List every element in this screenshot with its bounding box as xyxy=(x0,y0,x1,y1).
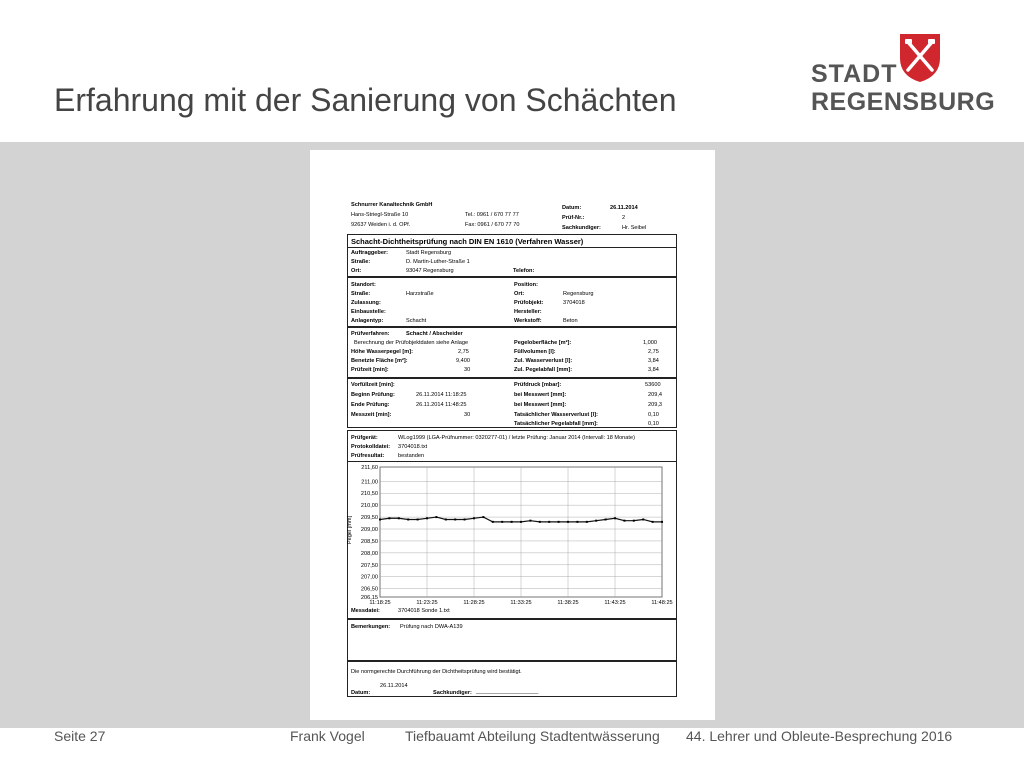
logo-text-regensburg: REGENSBURG xyxy=(811,88,996,116)
chart-y-tick-label: 211,60 xyxy=(361,465,378,471)
chart-x-tick-label: 11:33:25 xyxy=(510,600,532,606)
chart-data-point xyxy=(529,520,531,522)
pruefnr-label: Prüf-Nr.: xyxy=(562,215,585,221)
test-report-document xyxy=(310,150,715,720)
bemerkungen-value: Prüfung nach DWA-A139 xyxy=(400,624,463,630)
chart-data-point xyxy=(520,521,522,523)
datum-value: 26.11.2014 xyxy=(610,205,638,211)
chart-data-point xyxy=(558,521,560,523)
chart-data-point xyxy=(548,521,550,523)
telefon-label: Telefon: xyxy=(513,268,535,274)
chart-x-tick-label: 11:18:25 xyxy=(369,600,391,606)
tatspegel-value: 0,10 xyxy=(648,421,659,427)
chart-data-point xyxy=(482,516,484,518)
slide-header xyxy=(0,0,1024,142)
chart-y-tick-label: 208,50 xyxy=(360,538,378,545)
chart-x-tick-label: 11:23:25 xyxy=(416,600,438,606)
werkstoff-value: Beton xyxy=(563,318,578,324)
pruefzeit-label: Prüfzeit [min]: xyxy=(351,367,389,373)
report-heading: Schacht-Dichtheitsprüfung nach DIN EN 1610 (Verfahren Wasser) xyxy=(351,237,584,246)
messdatei-label: Messdatei: xyxy=(351,608,380,614)
chart-data-point xyxy=(661,521,663,523)
pruefverfahren-label: Prüfverfahren: xyxy=(351,331,390,337)
beimess1-value: 209,4 xyxy=(648,392,662,398)
sachkundiger-value: Hr. Seibel xyxy=(622,225,647,231)
chart-data-point xyxy=(435,516,437,518)
ende-label: Ende Prüfung: xyxy=(351,402,390,408)
standort-ort-value: Regensburg xyxy=(563,291,594,297)
auftrag-strasse-value: D. Martin-Luther-Straße 1 xyxy=(406,259,470,265)
chart-x-tick-label: 11:48:25 xyxy=(651,600,673,606)
chart-data-point xyxy=(511,521,513,523)
chart-y-tick-label: 206,15 xyxy=(360,595,378,601)
pegeloberflaeche-value: 1,000 xyxy=(643,340,657,346)
position-label: Position: xyxy=(514,282,538,288)
chart-data-point xyxy=(605,518,607,520)
auftraggeber-value: Stadt Regensburg xyxy=(406,250,452,256)
chart-data-point xyxy=(614,517,616,519)
chart-data-point xyxy=(501,521,503,523)
chart-data-point xyxy=(642,518,644,520)
remarks-section xyxy=(347,619,677,661)
chart-data-point xyxy=(586,521,588,523)
chart-data-point xyxy=(464,518,466,520)
company-city: 92637 Weiden i. d. OPf. xyxy=(351,222,411,228)
chart-x-tick-label: 11:28:25 xyxy=(463,600,485,606)
auftrag-ort-label: Ort: xyxy=(351,268,362,274)
ergebnis-value: bestanden xyxy=(398,453,425,459)
zulverlust-label: Zul. Wasserverlust [l]: xyxy=(514,358,573,364)
chart-x-tick-label: 11:43:25 xyxy=(604,600,626,606)
signature-section xyxy=(347,661,677,697)
chart-y-axis-label: Pegel [mm] xyxy=(347,515,353,545)
einbaustelle-label: Einbaustelle: xyxy=(351,309,386,315)
bemerkungen-label: Bemerkungen: xyxy=(351,624,391,630)
anlagentyp-label: Anlagentyp: xyxy=(351,318,384,324)
pruefgeraet-label: Prüfgerät: xyxy=(351,435,378,441)
sign-date-value: 26.11.2014 xyxy=(380,683,408,689)
pruefobjekt-label: Prüfobjekt: xyxy=(514,300,544,306)
chart-y-tick-label: 207,50 xyxy=(360,562,378,569)
hoehe-label: Höhe Wasserpegel [m]: xyxy=(351,349,413,355)
beimess2-label: bei Messwert [mm]: xyxy=(514,402,567,408)
slide-footer xyxy=(0,728,1024,768)
pruefobjekt-value: 3704018 xyxy=(563,300,585,306)
pruefgeraet-value: WLog1999 (LGA-Prüfnummer: 0320277-01) / letzte Prüfung: Januar 2014 (Intervall: 18 Monate) xyxy=(398,435,635,441)
slide-title: Erfahrung mit der Sanierung von Schächten xyxy=(54,82,677,118)
chart-data-point xyxy=(426,517,428,519)
pruefzeit-value: 30 xyxy=(464,367,471,373)
tatsverlust-value: 0,10 xyxy=(648,412,659,418)
footer-event: 44. Lehrer und Obleute-Besprechung 2016 xyxy=(686,728,953,744)
hersteller-label: Hersteller: xyxy=(514,309,542,315)
werkstoff-label: Werkstoff: xyxy=(514,318,542,324)
fuellvolumen-value: 2,75 xyxy=(648,349,659,355)
footer-department: Tiefbauamt Abteilung Stadtentwässerung xyxy=(405,728,660,744)
tatsverlust-label: Tatsächlicher Wasserverlust [l]: xyxy=(514,412,598,418)
zulassung-label: Zulassung: xyxy=(351,300,381,306)
company-tel: Tel.: 0961 / 670 77 77 xyxy=(465,212,519,218)
standort-label: Standort: xyxy=(351,282,376,288)
hoehe-value: 2,75 xyxy=(458,349,469,355)
messzeit-label: Messzeit [min]: xyxy=(351,412,392,418)
datum-label: Datum: xyxy=(562,205,582,211)
protokoll-value: 3704018.txt xyxy=(398,444,428,450)
company-fax: Fax: 0961 / 670 77 70 xyxy=(465,222,520,228)
sachkundiger-label: Sachkundiger: xyxy=(562,225,601,231)
benetzte-value: 9,400 xyxy=(456,358,470,364)
chart-data-point xyxy=(454,518,456,520)
benetzte-label: Benetzte Fläche [m²]: xyxy=(351,358,408,364)
chart-y-tick-label: 210,50 xyxy=(360,491,378,498)
chart-y-tick-label: 211,00 xyxy=(361,479,378,486)
chart-y-tick-label: 208,00 xyxy=(360,550,378,557)
stadt-regensburg-logo xyxy=(808,30,996,120)
sign-sachkundiger-label: Sachkundiger: xyxy=(433,690,472,696)
chart-data-point xyxy=(623,520,625,522)
chart-data-point xyxy=(417,518,419,520)
footer-author: Frank Vogel xyxy=(290,728,365,744)
confirm-text: Die normgerechte Durchführung der Dichtheitsprüfung wird bestätigt. xyxy=(351,669,522,675)
pegeloberflaeche-label: Pegeloberfläche [m²]: xyxy=(514,340,572,346)
pruefdruck-value: 53600 xyxy=(645,382,661,388)
fuellvolumen-label: Füllvolumen [l]: xyxy=(514,349,556,355)
logo-text-stadt: STADT xyxy=(811,60,898,88)
auftrag-ort-value: 93047 Regensburg xyxy=(406,268,454,274)
zulpegel-value: 3,84 xyxy=(648,367,659,373)
chart-data-point xyxy=(633,520,635,522)
chart-y-tick-label: 207,00 xyxy=(360,574,378,581)
standort-strasse-value: Harzstraße xyxy=(406,291,434,297)
chart-y-tick-label: 209,50 xyxy=(360,515,378,522)
chart-data-point xyxy=(567,521,569,523)
standort-ort-label: Ort: xyxy=(514,291,525,297)
berechnung-note: Berechnung der Prüfobjektdaten siehe Anlage xyxy=(354,340,469,346)
pruefverfahren-value: Schacht / Abscheider xyxy=(406,331,463,337)
sign-line: ____________________ xyxy=(476,689,539,695)
chart-y-tick-label: 210,00 xyxy=(360,503,378,510)
footer-page-number: Seite 27 xyxy=(54,728,106,744)
chart-y-tick-label: 206,50 xyxy=(360,586,378,593)
chart-data-point xyxy=(595,520,597,522)
chart-data-point xyxy=(407,518,409,520)
chart-data-point xyxy=(492,521,494,523)
zulverlust-value: 3,84 xyxy=(648,358,659,364)
auftraggeber-label: Auftraggeber: xyxy=(351,250,388,256)
messdatei-value: 3704018 Sonde 1.txt xyxy=(398,608,450,614)
protokoll-label: Protokolldatei: xyxy=(351,444,391,450)
ende-value: 26.11.2014 11:48:25 xyxy=(416,402,467,408)
chart-data-point xyxy=(539,521,541,523)
ergebnis-label: Prüfresultat: xyxy=(351,453,385,459)
chart-data-point xyxy=(473,517,475,519)
company-name: Schnurrer Kanaltechnik GmbH xyxy=(351,202,433,208)
pruefnr-value: 2 xyxy=(622,215,626,221)
sign-datum-label: Datum: xyxy=(351,690,371,696)
chart-data-point xyxy=(379,518,381,520)
chart-y-tick-label: 209,00 xyxy=(360,527,378,534)
chart-x-tick-label: 11:38:25 xyxy=(557,600,579,606)
standort-strasse-label: Straße: xyxy=(351,291,371,297)
messzeit-value: 30 xyxy=(464,412,471,418)
beginn-value: 26.11.2014 11:18:25 xyxy=(416,392,467,398)
chart-data-point xyxy=(398,517,400,519)
beimess2-value: 209,3 xyxy=(648,402,662,408)
chart-data-point xyxy=(652,521,654,523)
beginn-label: Beginn Prüfung: xyxy=(351,392,395,398)
vorfuell-label: Vorfüllzeit [min]: xyxy=(351,382,395,388)
beimess1-label: bei Messwert [mm]: xyxy=(514,392,567,398)
auftrag-strasse-label: Straße: xyxy=(351,259,371,265)
tatspegel-label: Tatsächlicher Pegelabfall [mm]: xyxy=(514,421,598,427)
chart-data-point xyxy=(388,517,390,519)
coat-of-arms-icon xyxy=(896,30,944,84)
anlagentyp-value: Schacht xyxy=(406,318,427,324)
chart-data-point xyxy=(445,518,447,520)
pruefdruck-label: Prüfdruck [mbar]: xyxy=(514,382,562,388)
company-street: Hans-Striegl-Straße 10 xyxy=(351,212,409,218)
chart-data-point xyxy=(576,521,578,523)
zulpegel-label: Zul. Pegelabfall [mm]: xyxy=(514,367,573,373)
